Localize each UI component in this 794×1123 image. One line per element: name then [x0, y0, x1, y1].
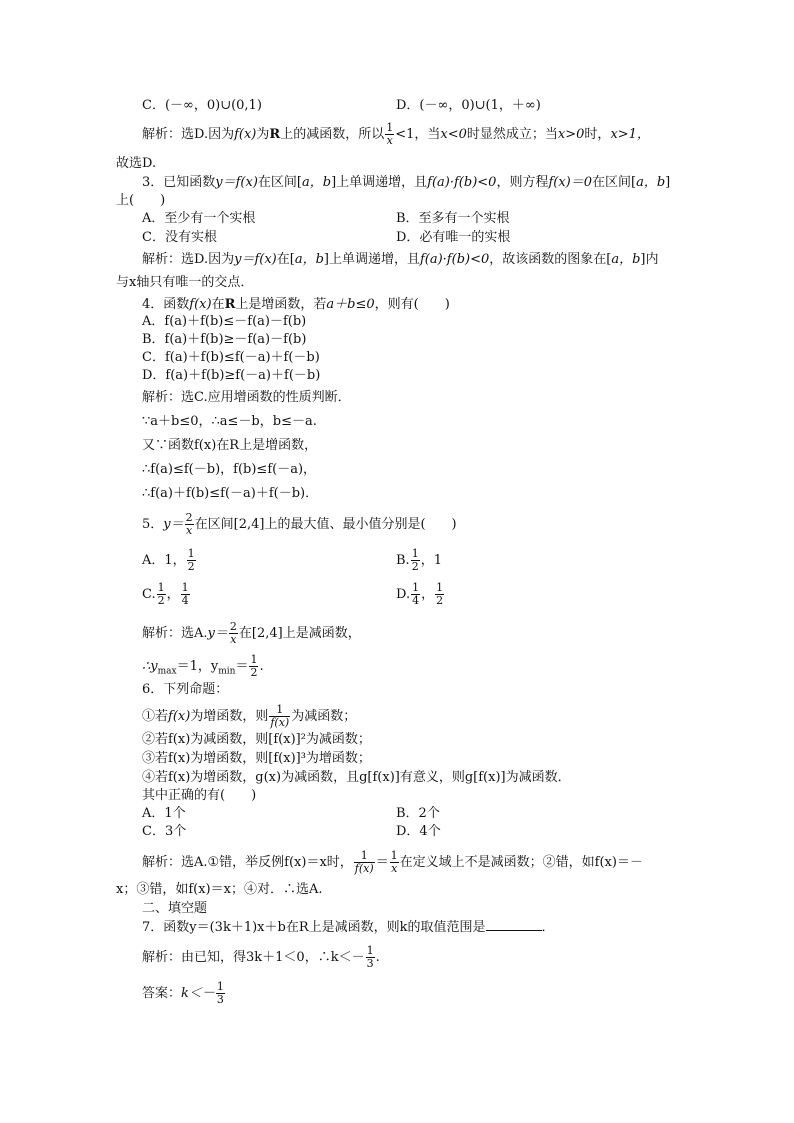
q5-stem: 5．y＝ $\frac{2}{x}$ 在区间[2,4]上的最大值、最小值分别是( ) [142, 511, 457, 537]
q6-analysis: 解析：选A.①错，举反例f(x)＝x时， $\frac{1}{f(x)}$ ＝ $\frac{1}{x}$ 在定义域上不是减函数；②错，如f(x)＝－ [142, 849, 643, 875]
q4-option-d: D．f(a)＋f(b)≥f(－a)＋f(－b) [142, 368, 321, 383]
q3-option-d: D．必有唯一的实根 [396, 230, 511, 245]
fraction: $\frac{1}{2}$ [250, 653, 258, 679]
q6-option-a: A．1个 [142, 806, 186, 821]
q6-stem: 6．下列命题： [142, 682, 229, 697]
q4-analysis-5: ∴f(a)＋f(b)≤f(－a)＋f(－b)． [142, 486, 319, 501]
q4-analysis-3: 又∵函数f(x)在R上是增函数， [142, 438, 318, 453]
fraction: $\frac{2}{x}$ [229, 620, 237, 646]
q5-analysis-2: $\therefore y_{max}=1$，$y_{min}=$ $\frac{1}{2}$ . [142, 653, 264, 679]
q6-option-b: B．2个 [396, 806, 440, 821]
q6-proposition-1: ①若f(x)为增函数，则 $\frac{1}{f(x)}$ 为减函数； [142, 703, 357, 729]
fraction: $\frac{1}{x}$ [390, 849, 398, 875]
fraction: $\frac{2}{x}$ [185, 511, 193, 537]
q5-option-b: B. $\frac{1}{2}$ ，1 [396, 547, 442, 573]
fraction: $\frac{1}{f(x)}$ [270, 703, 290, 729]
q4-analysis-2: ∵a＋b≤0，∴a≤－b，b≤－a. [142, 414, 317, 429]
q3-option-a: A．至少有一个实根 [142, 211, 256, 226]
q5-analysis-1: 解析：选A.y＝ $\frac{2}{x}$ 在[2,4]上是减函数， [142, 620, 361, 646]
q3-option-c: C．没有实根 [142, 230, 217, 245]
q6-proposition-4: ④若f(x)为增函数，g(x)为减函数，且g[f(x)]有意义，则g[f(x)]为减函数． [142, 770, 571, 785]
q3-option-b: B．至多有一个实根 [396, 211, 510, 226]
fraction: $\frac{1}{x}$ [386, 121, 394, 147]
q3-stem-line2: 上( ) [116, 193, 166, 208]
fraction: $\frac{1}{3}$ [366, 944, 374, 970]
q2-option-c: C．(－∞，0)∪(0,1) [142, 98, 262, 113]
fraction: $\frac{1}{2}$ [436, 581, 444, 607]
q5-option-a: A．1， $\frac{1}{2}$ [142, 547, 195, 573]
fraction: $\frac{1}{4}$ [412, 581, 420, 607]
q2-analysis: 解析：选D.因为f(x)为R上的减函数，所以 $\frac{1}{x}$ <1，当x<0时显然成立；当x>0时，x>1， [142, 121, 650, 147]
q4-option-b: B．f(a)＋f(b)≥－f(a)－f(b) [142, 332, 307, 347]
fraction: $\frac{1}{4}$ [181, 581, 189, 607]
q4-option-a: A．f(a)＋f(b)≤－f(a)－f(b) [142, 314, 307, 329]
q7-answer: 答案：k＜－ $\frac{1}{3}$ [142, 980, 224, 1006]
q6-option-d: D．4个 [396, 824, 441, 839]
q5-option-d: D. $\frac{1}{4}$ ， $\frac{1}{2}$ [396, 581, 444, 607]
q5-option-c: C. $\frac{1}{2}$ ， $\frac{1}{4}$ [142, 581, 189, 607]
q7-stem: 7．函数y＝(3k＋1)x＋b在R上是减函数，则k的取值范围是 ． [142, 920, 555, 935]
q4-option-c: C．f(a)＋f(b)≤f(－a)＋f(－b) [142, 350, 320, 365]
q4-analysis-1: 解析：选C.应用增函数的性质判断． [142, 390, 351, 405]
section-heading: 二、填空题 [142, 901, 208, 916]
fraction: $\frac{1}{3}$ [216, 980, 224, 1006]
q7-analysis: 解析：由已知，得3k＋1＜0，∴k＜－ $\frac{1}{3}$ . [142, 944, 380, 970]
fraction: $\frac{1}{2}$ [411, 547, 419, 573]
q3-analysis-line2: 与x轴只有唯一的交点． [116, 275, 254, 290]
q6-analysis-line2: x；③错，如f(x)＝x；④对．∴选A. [116, 882, 323, 897]
q6-proposition-3: ③若f(x)为增函数，则[f(x)]³为增函数； [142, 751, 371, 766]
q6-question: 其中正确的有( ) [142, 788, 257, 803]
fraction: $\frac{1}{2}$ [157, 581, 165, 607]
q4-stem: 4．函数f(x)在R上是增函数，若a＋b≤0，则有( ) [142, 297, 450, 312]
q6-option-c: C．3个 [142, 824, 187, 839]
q6-proposition-2: ②若f(x)为减函数，则[f(x)]²为减函数； [142, 732, 371, 747]
q3-analysis: 解析：选D.因为y＝f(x)在[a，b]上单调递增，且f(a)·f(b)<0，故该函数的图象在[a，b]内 [142, 252, 659, 267]
answer-blank [486, 918, 542, 931]
fraction: $\frac{1}{2}$ [187, 547, 195, 573]
q3-stem: 3．已知函数y＝f(x)在区间[a，b]上单调递增，且f(a)·f(b)<0，则方程f(x)＝0在区间[a，b] [142, 175, 671, 190]
q4-analysis-4: ∴f(a)≤f(－b)，f(b)≤f(－a)， [142, 462, 317, 477]
fraction: $\frac{1}{f(x)}$ [354, 849, 374, 875]
q2-option-d: D．(－∞，0)∪(1，＋∞) [396, 98, 541, 113]
q2-analysis-line2: 故选D. [116, 156, 157, 171]
